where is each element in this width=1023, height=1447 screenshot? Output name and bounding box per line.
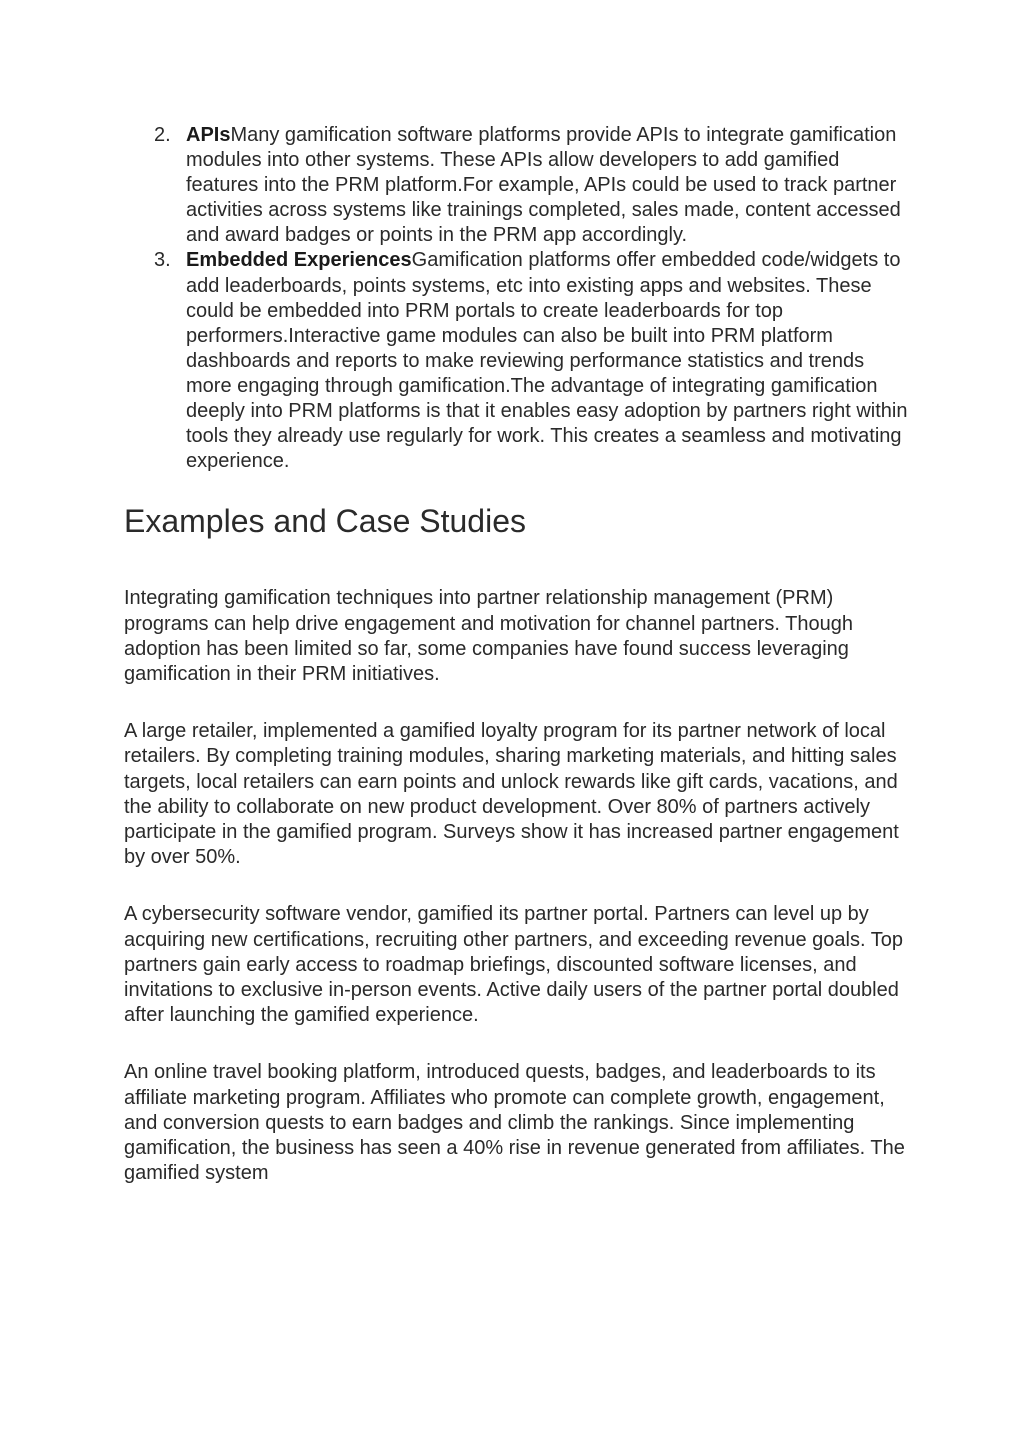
list-item-embedded-experiences <box>124 248 914 474</box>
paragraph-cybersecurity-case: A cybersecurity software vendor, gamified its partner portal. Partners can level up by acquiring new certifications, recruiting other partners, and exceeding revenue goals. Top partners gain early access to roadmap briefings, discounted software licenses, and invitations to exclusive in-person events. Active daily users of the partner portal doubled after launching the gamified experience. <box>124 903 903 1027</box>
paragraph-intro: Integrating gamification techniques into partner relationship management (PRM) programs can help drive engagement and motivation for channel partners. Though adoption has been limited so far, some companies have found success leveraging gamification in their PRM initiatives. <box>124 587 853 685</box>
section-heading: Examples and Case Studies <box>124 503 526 540</box>
paragraph-travel-case: An online travel booking platform, introduced quests, badges, and leaderboards to its affiliate marketing program. Affiliates who promote can complete growth, engagement, and conversion quests to earn badges and climb the rankings. Since implementing gamification, the business has seen a 40% rise in revenue generated from affiliates. The gamified system <box>124 1061 905 1185</box>
list-item-text: Many gamification software platforms provide APIs to integrate gamification modules into other systems. These APIs allow developers to add gamified features into the PRM platform.For example, APIs could be used to track partner activities across systems like trainings completed, sales made, content accessed and award badges or points in the PRM app accordingly. <box>186 124 901 247</box>
list-item-term: Embedded Experiences <box>186 249 412 272</box>
paragraph-retailer-case: A large retailer, implemented a gamified loyalty program for its partner network of local retailers. By completing training modules, sharing marketing materials, and hitting sales targets, local retailers can earn points and unlock rewards like gift cards, vacations, and the ability to collaborate on new product development. Over 80% of partners actively participate in the gamified program. Surveys show it has increased partner engagement by over 50%. <box>124 720 899 869</box>
document-page <box>124 123 914 1186</box>
list-item-text: Gamification platforms offer embedded code/widgets to add leaderboards, points systems, etc into existing apps and websites. These could be embedded into PRM portals to create leaderboards for top performers.Interactive game modules can also be built into PRM platform dashboards and reports to make reviewing performance statistics and trends more engaging through gamification.The advantage of integrating gamification deeply into PRM platforms is that it enables easy adoption by partners right within tools they already use regularly for work. This creates a seamless and motivating experience. <box>186 249 908 473</box>
numbered-list <box>124 123 914 474</box>
list-item-number: 2. <box>154 124 171 146</box>
list-item-apis <box>124 123 914 248</box>
list-item-number: 3. <box>154 249 171 272</box>
list-item-term: APIs <box>186 124 231 146</box>
